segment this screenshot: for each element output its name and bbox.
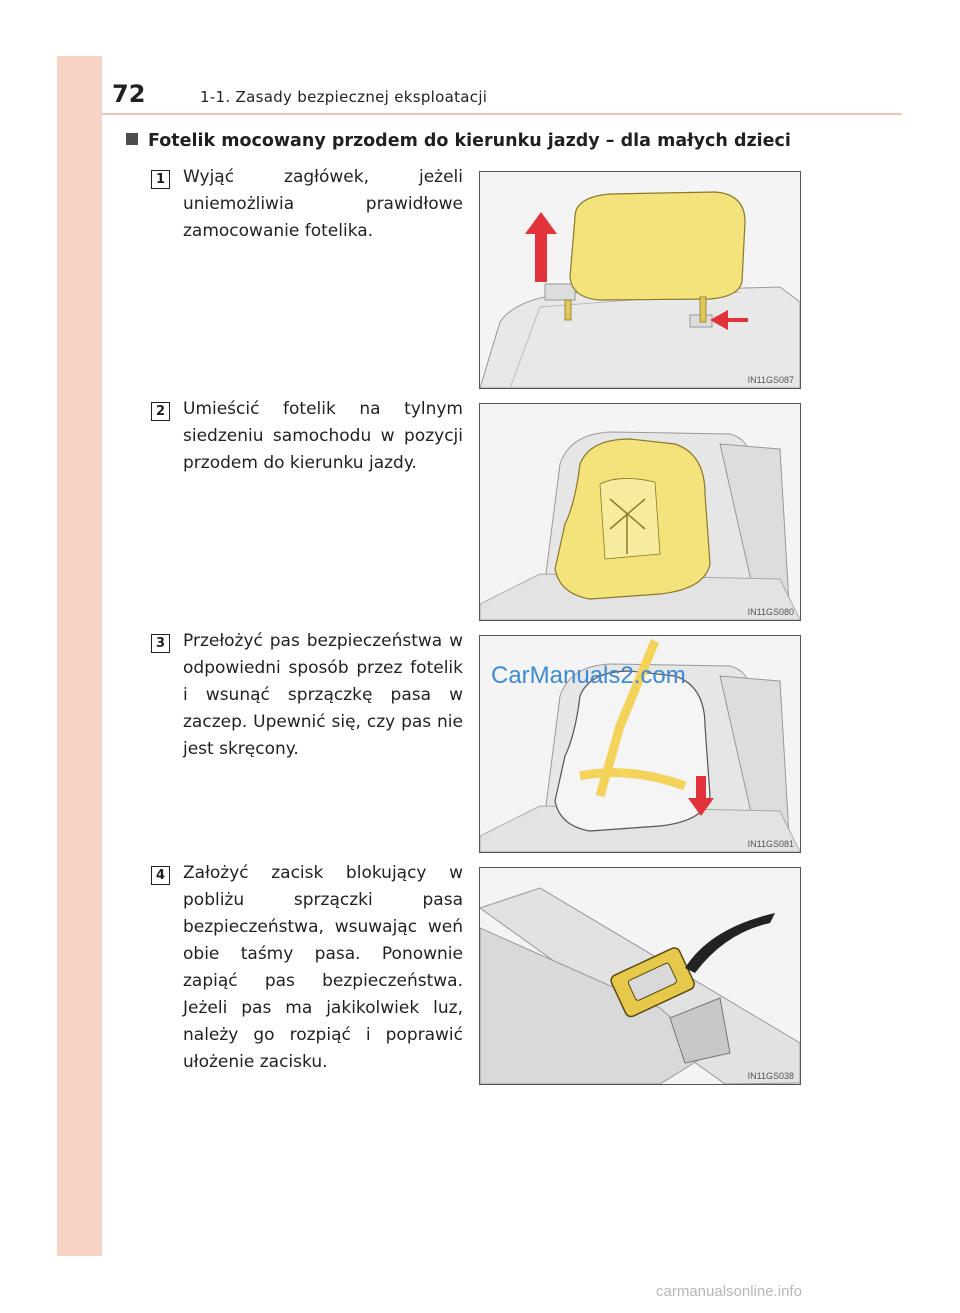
arrow-up-icon [525,212,557,282]
seat-placement-illustration [480,404,800,620]
step-number-1: 1 [151,170,170,189]
step-text-2: Umieścić fotelik na tylnym siedzeniu samochodu w pozycji przodem do kierunku jazdy. [183,399,463,473]
chapter-title: 1-1. Zasady bezpiecznej eksploatacji [200,88,488,106]
page-number: 72 [112,80,146,108]
figure-headrest-removal [479,171,801,389]
section-title [126,131,791,151]
figure-code: IN11GS080 [747,607,794,617]
figure-seat-placement [479,403,801,621]
figure-code: IN11GS087 [747,375,794,385]
step-text-4: Założyć zacisk blokujący w pobliżu sprzączki pasa bezpieczeństwa, wsuwając weń obie taśmy pasa. Ponownie zapiąć pas bezpieczeństwa. Jeżeli pas ma jakikolwiek luz, należy go rozpiąć i poprawić ułożenie zacisku. [183,863,463,1072]
step-text-3: Przełożyć pas bezpieczeństwa w odpowiedni sposób przez fotelik i wsunąć sprzączkę pasa w zaczep. Upewnić się, czy pas nie jest skręcony. [183,631,463,759]
side-band [57,56,102,1256]
figure-locking-clip [479,867,801,1085]
watermark: CarManuals2.com [491,662,686,689]
section-title-text: Fotelik mocowany przodem do kierunku jazdy – dla małych dzieci [148,131,791,151]
figure-code: IN11GS081 [747,839,794,849]
footer-site: carmanualsonline.info [656,1283,802,1300]
step-number-4: 4 [151,866,170,885]
step-number-3: 3 [151,634,170,653]
figure-code: IN11GS038 [747,1071,794,1081]
bullet-square-icon [126,133,138,145]
locking-clip-illustration [480,868,800,1084]
step-text-1: Wyjąć zagłówek, jeżeli uniemożliwia prawidłowe zamocowanie fotelika. [183,167,463,241]
headrest-illustration [480,172,800,388]
curved-arrow-icon [685,913,775,973]
step-number-2: 2 [151,402,170,421]
header-rule [102,113,902,115]
